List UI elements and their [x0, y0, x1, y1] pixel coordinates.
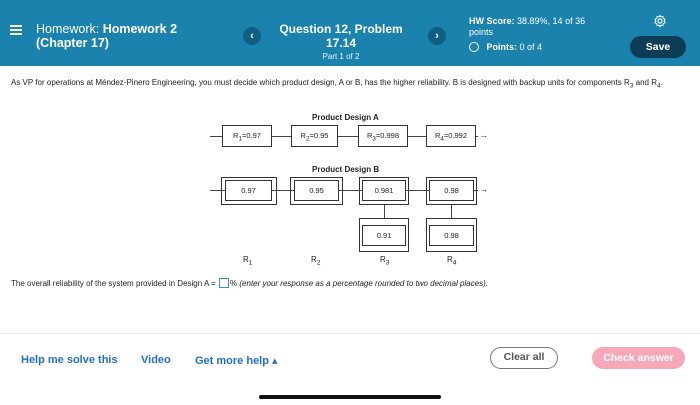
- r-value: =0.998: [375, 131, 400, 140]
- problem-text-and: and R: [633, 78, 657, 87]
- subscript-3: 3: [629, 82, 634, 90]
- design-b-box-r2: 0.95: [294, 180, 339, 201]
- points-indicator: [469, 42, 542, 52]
- design-a-box-r3: [358, 125, 408, 147]
- get-more-help-link[interactable]: Get more help ▴: [195, 355, 278, 367]
- r-subscript: 1: [248, 259, 253, 267]
- r-letter: R: [447, 255, 453, 264]
- r-value: =0.992: [443, 131, 468, 140]
- design-b-box-r4: 0.98: [429, 180, 474, 201]
- check-answer-button[interactable]: Check answer: [592, 347, 685, 369]
- r-subscript: 3: [372, 135, 376, 143]
- question-indicator: [270, 22, 412, 61]
- progress-ring-icon: [469, 42, 479, 52]
- r-value: =0.97: [241, 131, 261, 140]
- r-letter: R: [366, 131, 373, 140]
- header-bar: [0, 0, 700, 66]
- question-part: Part 1 of 2: [322, 52, 360, 61]
- question-title: Question 12, Problem 17.14: [279, 22, 403, 50]
- answer-suffix: %: [230, 279, 238, 288]
- problem-statement: [11, 77, 681, 92]
- r-letter: R: [380, 255, 386, 264]
- hw-score: [469, 16, 609, 38]
- r-value: =0.95: [309, 131, 329, 140]
- r-letter: R: [243, 255, 249, 264]
- design-a-box-r4: [426, 125, 476, 147]
- score-value: 38.89%, 14 of 36: [517, 16, 586, 26]
- answer-line: [11, 278, 488, 288]
- arrow-right-icon: →: [479, 184, 488, 194]
- answer-input[interactable]: [219, 278, 229, 288]
- design-b-box-r1: 0.97: [225, 180, 272, 201]
- save-button[interactable]: Save: [630, 36, 686, 58]
- home-indicator: [259, 395, 441, 399]
- video-link[interactable]: Video: [141, 354, 171, 366]
- score-unit: points: [469, 27, 494, 37]
- answer-prefix: The overall reliability of the system provided in Design A =: [11, 279, 216, 288]
- design-a-box-r2: [291, 125, 338, 147]
- menu-icon[interactable]: [10, 25, 22, 35]
- backup-connector-r3: [384, 205, 385, 218]
- points-label: Points:: [486, 42, 518, 52]
- r-subscript: 3: [385, 259, 390, 267]
- r3-label: [380, 255, 389, 267]
- subscript-4: 4: [657, 82, 661, 90]
- design-b-title: Product Design B: [312, 165, 380, 174]
- r-subscript: 1: [238, 135, 242, 143]
- design-b-box-r3: 0.981: [362, 180, 406, 201]
- hw-name: Homework 2: [102, 22, 178, 36]
- design-b-backup-box-r3: 0.91: [362, 225, 406, 246]
- problem-text: As VP for operations at Méndez-Pinero Engineering, you must decide which product design, A or B, has the higher reliability. B is designed with backup units for components R: [11, 78, 630, 87]
- next-question-button[interactable]: ›: [428, 27, 446, 45]
- answer-hint: (enter your response as a percentage rounded to two decimal places).: [239, 279, 488, 288]
- r2-label: [311, 255, 320, 267]
- r-letter: R: [434, 131, 441, 140]
- hw-label: Homework:: [36, 22, 100, 36]
- r-letter: R: [300, 131, 306, 140]
- r1-label: [243, 255, 252, 267]
- backup-connector-r4: [451, 205, 452, 218]
- help-me-solve-link[interactable]: Help me solve this: [21, 354, 118, 366]
- arrow-right-icon: →: [479, 130, 488, 140]
- hw-chapter: (Chapter 17): [36, 36, 109, 50]
- clear-all-button[interactable]: Clear all: [490, 347, 558, 369]
- problem-text-end: .: [660, 78, 663, 87]
- score-label: HW Score:: [469, 16, 515, 26]
- settings-gear-icon[interactable]: [653, 14, 667, 28]
- design-b-backup-box-r4: 0.98: [429, 225, 474, 246]
- points-value: 0 of 4: [519, 42, 543, 52]
- previous-question-button[interactable]: ‹: [243, 27, 261, 45]
- r-subscript: 2: [316, 259, 321, 267]
- footer-bar: [0, 333, 700, 388]
- design-a-title: Product Design A: [312, 113, 379, 122]
- r-subscript: 4: [452, 259, 457, 267]
- homework-title: [36, 22, 177, 50]
- r-letter: R: [311, 255, 317, 264]
- design-a-box-r1: [222, 125, 272, 147]
- r-subscript: 2: [305, 135, 310, 143]
- r-letter: R: [233, 131, 239, 140]
- r-subscript: 4: [440, 135, 444, 143]
- r4-label: [447, 255, 456, 267]
